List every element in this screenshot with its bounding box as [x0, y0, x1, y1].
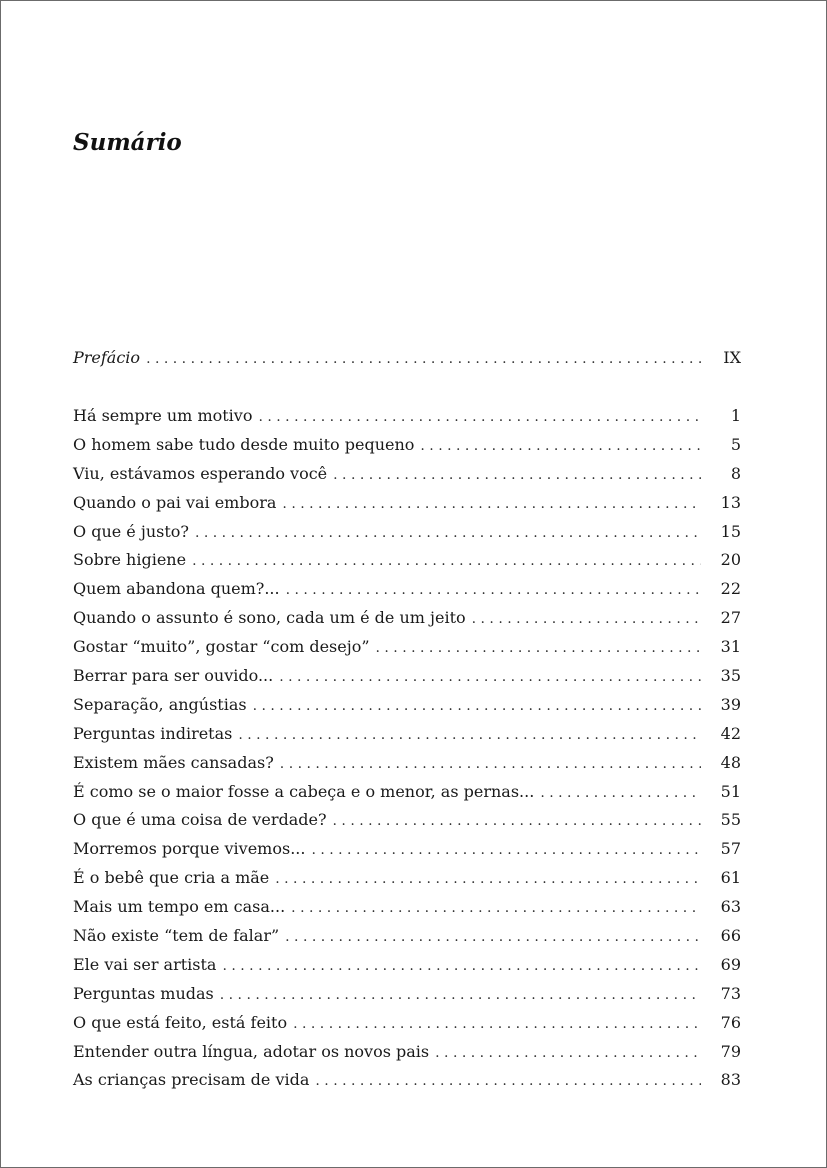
- toc-entry-label: O que é uma coisa de verdade?: [73, 810, 327, 830]
- dot-leader: [472, 605, 701, 634]
- toc-entry-label: Perguntas mudas: [73, 983, 214, 1003]
- page-title: Sumário: [73, 129, 182, 156]
- toc-entry: [73, 835, 741, 864]
- toc-entry-label: Há sempre um motivo: [73, 406, 253, 425]
- toc-entry-label: Prefácio: [73, 348, 141, 367]
- toc-entry-label: Quando o assunto é sono, cada um é de um jeito: [73, 608, 466, 628]
- dot-leader: [333, 461, 701, 490]
- toc-entry-label: Existem mães cansadas?: [73, 752, 274, 772]
- toc-entry-page-number: 79: [720, 1041, 741, 1061]
- toc-entry: [73, 749, 741, 778]
- toc-entry-page-number: 35: [720, 666, 741, 686]
- toc-entry-label: Não existe “tem de falar”: [73, 926, 280, 946]
- dot-leader: [285, 923, 701, 952]
- toc-entry-label: Berrar para ser ouvido...: [73, 666, 274, 686]
- dot-leader: [435, 1039, 701, 1068]
- dot-leader: [280, 750, 701, 779]
- toc-entry-page-number: IX: [723, 348, 741, 367]
- toc-entry-page-number: 31: [720, 637, 741, 657]
- toc-entry: [73, 1066, 741, 1095]
- toc-entry: [73, 1038, 741, 1067]
- dot-leader: [293, 1010, 701, 1039]
- toc-entry-page-number: 76: [720, 1012, 741, 1032]
- dot-leader: [195, 519, 701, 548]
- dot-leader: [253, 692, 701, 721]
- toc-entry: [73, 980, 741, 1009]
- toc-entry: [73, 951, 741, 980]
- toc-entry-page-number: 42: [720, 723, 741, 743]
- toc-entry: [73, 460, 741, 489]
- toc-entry-label: Quem abandona quem?...: [73, 579, 280, 599]
- toc-preface-section: [73, 344, 741, 373]
- toc-entry: [73, 893, 741, 922]
- toc-entry-page-number: 8: [730, 463, 741, 483]
- table-of-contents: [73, 402, 741, 1095]
- toc-entry-page-number: 69: [720, 954, 741, 974]
- toc-entry-label: Separação, angústias: [73, 694, 247, 714]
- toc-entry-page-number: 39: [720, 694, 741, 714]
- dot-leader: [238, 721, 701, 750]
- dot-leader: [315, 1067, 701, 1096]
- toc-entry: [73, 864, 741, 893]
- dot-leader: [220, 981, 701, 1010]
- toc-entry-preface: [73, 344, 741, 373]
- dot-leader: [275, 865, 701, 894]
- toc-entry-page-number: 22: [720, 579, 741, 599]
- toc-entry: [73, 922, 741, 951]
- toc-entry-page-number: 66: [720, 926, 741, 946]
- toc-entry-label: É como se o maior fosse a cabeça e o menor, as pernas...: [73, 781, 535, 801]
- toc-entry-page-number: 63: [720, 897, 741, 917]
- toc-entry-label: Morremos porque vivemos...: [73, 839, 306, 859]
- toc-entry-label: Perguntas indiretas: [73, 723, 233, 743]
- toc-entry: [73, 806, 741, 835]
- toc-entry-label: Mais um tempo em casa...: [73, 897, 286, 917]
- toc-entry-label: As crianças precisam de vida: [73, 1070, 310, 1090]
- toc-entry: [73, 575, 741, 604]
- toc-entry-page-number: 15: [720, 521, 741, 541]
- toc-entry-label: Ele vai ser artista: [73, 954, 217, 974]
- toc-entry-page-number: 55: [720, 810, 741, 830]
- dot-leader: [146, 345, 701, 374]
- dot-leader: [540, 779, 701, 808]
- dot-leader: [291, 894, 701, 923]
- toc-entry-page-number: 48: [720, 752, 741, 772]
- toc-entry: [73, 720, 741, 749]
- toc-entry-page-number: 57: [720, 839, 741, 859]
- dot-leader: [420, 432, 701, 461]
- toc-entry: [73, 489, 741, 518]
- toc-entry: [73, 431, 741, 460]
- dot-leader: [376, 634, 702, 663]
- toc-entry-label: É o bebê que cria a mãe: [73, 868, 270, 888]
- toc-entry-page-number: 20: [720, 550, 741, 570]
- toc-entry: [73, 402, 741, 431]
- toc-entry: [73, 691, 741, 720]
- toc-entry-page-number: 73: [720, 983, 741, 1003]
- dot-leader: [282, 490, 701, 519]
- dot-leader: [279, 663, 701, 692]
- toc-entry-label: Quando o pai vai embora: [73, 492, 277, 512]
- toc-entry-label: Gostar “muito”, gostar “com desejo”: [73, 637, 370, 657]
- toc-entry-page-number: 5: [730, 434, 741, 454]
- toc-entry-page-number: 13: [720, 492, 741, 512]
- toc-entry-label: O que está feito, está feito: [73, 1012, 288, 1032]
- toc-entry-label: Entender outra língua, adotar os novos pais: [73, 1041, 430, 1061]
- toc-entry-page-number: 51: [720, 781, 741, 801]
- toc-entry-label: Viu, estávamos esperando você: [73, 463, 328, 483]
- dot-leader: [222, 952, 701, 981]
- toc-entry-label: O homem sabe tudo desde muito pequeno: [73, 434, 415, 454]
- dot-leader: [192, 547, 701, 576]
- dot-leader: [258, 403, 701, 432]
- dot-leader: [311, 836, 701, 865]
- toc-entry: [73, 662, 741, 691]
- toc-entry-page-number: 61: [720, 868, 741, 888]
- toc-entry: [73, 604, 741, 633]
- toc-entry: [73, 518, 741, 547]
- toc-entry-page-number: 27: [720, 608, 741, 628]
- toc-entry: [73, 633, 741, 662]
- toc-entry: [73, 778, 741, 807]
- toc-entry-label: O que é justo?: [73, 521, 189, 541]
- dot-leader: [333, 807, 701, 836]
- toc-entry: [73, 546, 741, 575]
- toc-entry-page-number: 1: [730, 406, 741, 425]
- toc-entry: [73, 1009, 741, 1038]
- toc-entry-label: Sobre higiene: [73, 550, 187, 570]
- toc-entry-page-number: 83: [720, 1070, 741, 1090]
- dot-leader: [286, 576, 701, 605]
